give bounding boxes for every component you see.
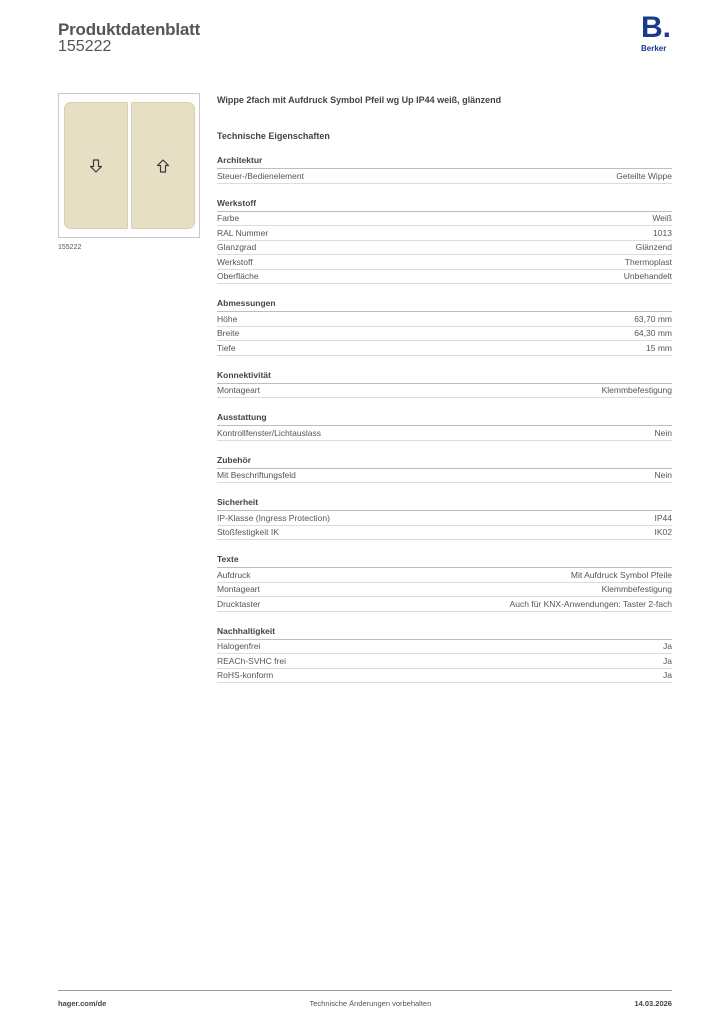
section-title: Texte [217,554,672,568]
spec-value: 1013 [653,227,672,238]
spec-label: Montageart [217,584,260,594]
spec-value: Nein [654,470,672,480]
spec-section [217,370,672,399]
section-title: Konnektivität [217,370,672,384]
spec-label: Montageart [217,385,260,395]
footer [58,990,672,1008]
arrow-down-icon [88,158,104,174]
spec-row [217,384,672,399]
spec-value: Geteilte Wippe [616,170,672,181]
spec-section [217,298,672,356]
section-title: Werkstoff [217,198,672,212]
section-title: Sicherheit [217,497,672,511]
berker-logo [641,11,675,54]
spec-value: 64,30 mm [634,328,672,338]
footer-date: 14.03.2026 [634,999,672,1008]
spec-row [217,654,672,669]
spec-label: Mit Beschriftungsfeld [217,470,296,480]
product-image [58,93,200,238]
spec-label: Halogenfrei [217,641,261,651]
section-title: Nachhaltigkeit [217,626,672,640]
spec-value: Mit Aufdruck Symbol Pfeile [570,569,672,580]
product-description: Wippe 2fach mit Aufdruck Symbol Pfeil wg Up IP44 weiß, glänzend [217,95,502,105]
spec-value: Auch für KNX-Anwendungen: Taster 2-fach [509,598,672,609]
arrow-up-icon [155,158,171,174]
product-number: 155222 [58,38,112,55]
spec-value: 63,70 mm [634,313,672,324]
technical-properties-title: Technische Eigenschaften [217,131,330,141]
spec-row [217,511,672,526]
spec-value: Klemmbefestigung [601,584,672,594]
spec-value: Ja [663,670,672,680]
spec-row [217,669,672,684]
spec-label: IP-Klasse (Ingress Protection) [217,512,330,523]
spec-sections [217,155,672,683]
spec-label: Glanzgrad [217,242,257,252]
spec-row [217,327,672,342]
spec-row [217,568,672,583]
footer-website: hager.com/de [58,999,107,1008]
spec-value: IP44 [654,512,672,523]
spec-section [217,554,672,612]
spec-value: IK02 [654,527,672,537]
spec-value: Unbehandelt [623,271,672,281]
spec-row [217,426,672,441]
spec-row [217,597,672,612]
spec-label: Aufdruck [217,569,251,580]
section-title: Zubehör [217,455,672,469]
spec-row [217,312,672,327]
spec-row [217,341,672,356]
spec-label: Kontrollfenster/Lichtauslass [217,427,321,438]
spec-label: RoHS-konform [217,670,274,680]
spec-label: RAL Nummer [217,227,269,238]
footer-note: Technische Änderungen vorbehalten [309,999,432,1008]
spec-value: 15 mm [646,342,672,353]
spec-section [217,198,672,285]
spec-section [217,455,672,484]
section-title: Ausstattung [217,412,672,426]
spec-value: Glänzend [635,242,672,252]
spec-row [217,169,672,184]
spec-label: Farbe [217,213,240,223]
spec-row [217,526,672,541]
section-title: Architektur [217,155,672,169]
spec-label: Breite [217,328,240,338]
spec-section [217,626,672,684]
logo-name: Berker [641,44,667,53]
rocker-right [131,102,195,229]
spec-content [217,95,672,683]
spec-row [217,270,672,285]
logo-mark: B. [641,11,671,44]
spec-row [217,255,672,270]
spec-label: Steuer-/Bedienelement [217,170,304,181]
spec-value: Klemmbefestigung [601,385,672,395]
product-image-caption: 155222 [58,244,82,251]
spec-value: Nein [654,427,672,438]
spec-value: Ja [663,641,672,651]
spec-label: REACh-SVHC frei [217,655,286,666]
spec-row [217,212,672,227]
spec-label: Tiefe [217,342,236,353]
spec-label: Stoßfestigkeit IK [217,527,279,537]
spec-label: Höhe [217,313,238,324]
spec-value: Weiß [652,213,672,223]
spec-label: Drucktaster [217,598,261,609]
spec-row [217,583,672,598]
spec-label: Oberfläche [217,271,259,281]
spec-value: Ja [663,655,672,666]
spec-section [217,412,672,441]
spec-section [217,497,672,540]
section-title: Abmessungen [217,298,672,312]
spec-row [217,640,672,655]
spec-row [217,241,672,256]
rocker-left [64,102,128,229]
spec-section [217,155,672,184]
page-title: Produktdatenblatt [58,20,201,39]
spec-value: Thermoplast [624,256,672,267]
spec-row [217,226,672,241]
spec-row [217,469,672,484]
spec-label: Werkstoff [217,256,253,267]
